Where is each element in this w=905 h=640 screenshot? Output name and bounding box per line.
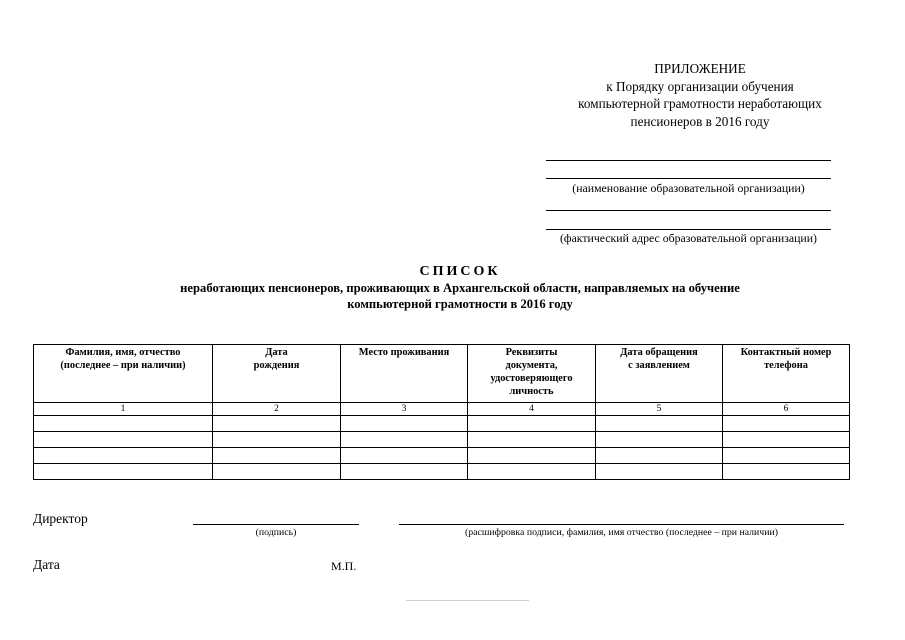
document-title: СПИСОК [419,264,501,279]
table-cell[interactable] [596,448,723,464]
table-cell[interactable] [468,464,596,480]
table-cell[interactable] [596,464,723,480]
table-cell[interactable] [34,464,213,480]
org-name-caption: (наименование образовательной организации) [572,181,805,195]
signature-line [193,524,359,525]
header-phone: Контактный номер телефона [723,345,850,403]
signature-decode-line [399,524,844,525]
table-cell[interactable] [34,448,213,464]
org-name-line-1 [546,160,831,161]
table-numbering-row [34,403,850,416]
table-row [34,464,850,480]
table-cell[interactable] [34,416,213,432]
table-row [34,416,850,432]
document-subtitle-line-1: неработающих пенсионеров, проживающих в Архангельской области, направляемых на обучение [180,281,740,295]
document-heading [110,263,810,312]
column-number: 1 [34,403,213,416]
header-id-document: Реквизиты документа, удостоверяющего личность [468,345,596,403]
org-address-line-1 [546,210,831,211]
table-cell[interactable] [34,432,213,448]
table-row [34,432,850,448]
table-cell[interactable] [341,432,468,448]
table-cell[interactable] [723,448,850,464]
table-row [34,448,850,464]
header-residence: Место проживания [341,345,468,403]
table-header-row [34,345,850,403]
table-cell[interactable] [341,448,468,464]
director-label: Директор [33,511,88,526]
appendix-title: ПРИЛОЖЕНИЕ [654,61,746,76]
table-cell[interactable] [596,432,723,448]
appendix-line-1: к Порядку организации обучения [606,78,794,94]
table-cell[interactable] [723,464,850,480]
org-address-line-2 [546,229,831,230]
table-cell[interactable] [468,432,596,448]
org-address-caption: (фактический адрес образовательной организации) [560,231,817,245]
column-number: 4 [468,403,596,416]
document-subtitle-line-2: компьютерной грамотности в 2016 году [347,297,573,311]
table-cell[interactable] [213,432,341,448]
table-cell[interactable] [468,448,596,464]
table-cell[interactable] [213,464,341,480]
appendix-header [540,60,860,130]
table-cell[interactable] [213,448,341,464]
column-number: 6 [723,403,850,416]
pensioners-table [33,344,850,480]
table-cell[interactable] [468,416,596,432]
header-birth-date: Дата рождения [213,345,341,403]
date-label: Дата [33,557,60,572]
stamp-label: М.П. [331,559,357,573]
table-cell[interactable] [596,416,723,432]
appendix-line-3: пенсионеров в 2016 году [630,113,770,129]
table-cell[interactable] [341,464,468,480]
footer-divider [406,600,529,601]
signature-decode-caption: (расшифровка подписи, фамилия, имя отчество (последнее – при наличии) [465,527,778,538]
appendix-line-2: компьютерной грамотности неработающих [578,96,822,111]
header-full-name: Фамилия, имя, отчество (последнее – при наличии) [34,345,213,403]
org-name-line-2 [546,178,831,179]
column-number: 5 [596,403,723,416]
table-cell[interactable] [341,416,468,432]
column-number: 2 [213,403,341,416]
signature-caption: (подпись) [255,527,297,538]
column-number: 3 [341,403,468,416]
table-cell[interactable] [213,416,341,432]
table-cell[interactable] [723,432,850,448]
header-application-date: Дата обращения с заявлением [596,345,723,403]
table-cell[interactable] [723,416,850,432]
